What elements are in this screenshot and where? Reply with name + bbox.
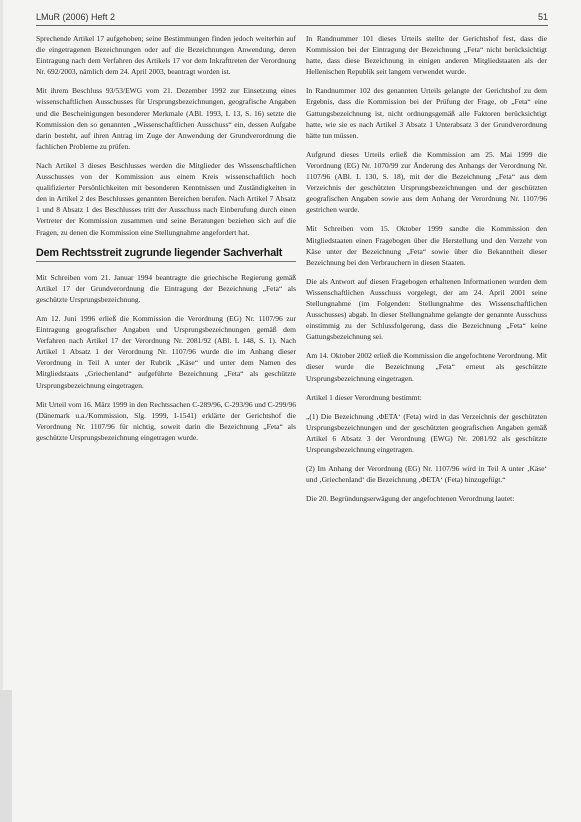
quoted-paragraph: „(1) Die Bezeichnung ‚ΦΕΤΑ‘ (Feta) wird in das Verzeichnis der geschützten Ursprungsbezeichnungen und der geschützten geografischen Angaben gemäß Artikel 6 Absatz 3 der Verordnung (EWG) Nr. 2081/92 als geschützte Ursprungsbezeichnung eingetragen. <box>306 411 547 454</box>
paragraph: Artikel 1 dieser Verordnung bestimmt: <box>306 392 422 402</box>
left-column <box>36 33 296 451</box>
paragraph: Aufgrund dieses Urteils erließ die Kommission am 25. Mai 1999 die Verordnung (EG) Nr. 1070/99 zur Änderung des Anhangs der Verordnung Nr. 1107/96 (ABl. L 130, S. 18), mit der die Bezeichnung „Feta“ aus dem Verzeichnis der geschützten Ursprungsbezeichnungen und der geschützten geografischen Angaben sowie aus dem Anhang der Verordnung Nr. 1107/96 gestrichen wurde. <box>306 149 547 215</box>
paragraph: In Randnummer 102 des genannten Urteils gelangte der Gerichtshof zu dem Ergebnis, dass die Kommission bei der Prüfung der Frage, ob „Feta“ eine Gattungsbezeichnung ist, nicht ordnungsgemäß alle Faktoren berücksichtigt hatte, wie sie es nach Artikel 3 Absatz 1 Unterabsatz 3 der Grundverordnung hätte tun müssen. <box>306 86 547 140</box>
journal-citation: LMuR (2006) Heft 2 <box>36 12 116 22</box>
page-number: 51 <box>537 12 548 22</box>
paragraph: In Randnummer 101 dieses Urteils stellte der Gerichtshof fest, dass die Kommission bei der Eintragung der Bezeichnung „Feta“ nicht berücksichtigt hatte, dass diese Bezeichnung in einigen anderen Mitgliedstaaten als der Hellenischen Republik seit langem verwendet wurde. <box>306 34 547 77</box>
header-rule <box>36 25 548 26</box>
paragraph: Die als Antwort auf diesen Fragebogen erhaltenen Informationen wurden dem Wissenschaftlichen Ausschuss vorgelegt, der am 24. April 2001 seine Stellungnahme (im Folgenden: Stellungnahme des Wissenschaftlichen Ausschusses) abgab. In dieser Stellungnahme gelangte der genannte Ausschuss einstimmig zu der Schlussfolgerung, dass die Bezeichnung „Feta“ keine Gattungsbezeichnung sei. <box>306 276 547 342</box>
paragraph: Mit Schreiben vom 21. Januar 1994 beantragte die griechische Regierung gemäß Artikel 17 der Grundverordnung die Eintragung der Bezeichnung „Feta“ als geschützte Ursprungsbezeichnung. <box>36 272 296 304</box>
paragraph: Die 20. Begründungserwägung der angefochtenen Verordnung lautet: <box>306 494 515 504</box>
right-column <box>306 33 547 512</box>
scan-edge <box>0 690 12 822</box>
running-header <box>36 12 548 22</box>
paragraph: Nach Artikel 3 dieses Beschlusses werden die Mitglieder des Wissenschaftlichen Ausschusses von der Kommission aus einem Kreis wissenschaftlich hoch qualifizierter Persönlichkeiten mit besonderen Kenntnissen und Zuständigkeiten in den in Artikel 2 des Beschlusses genannten Bereichen berufen. Nach Artikel 7 Absatz 1 und 8 Absatz 1 des Beschlusses tritt der Ausschuss nach Einberufung durch einen Vertreter der Kommission zusammen und seine Beratungen beziehen sich auf die Fragen, zu denen die Kommission eine Stellungnahme angefordert hat. <box>36 160 296 237</box>
paragraph: Am 12. Juni 1996 erließ die Kommission die Verordnung (EG) Nr. 1107/96 zur Eintragung geografischer Angaben und Ursprungsbezeichnungen gemäß dem Verfahren nach Artikel 17 der Verordnung Nr. 2081/92 (ABl. L 148, S. 1). Nach Artikel 1 Absatz 1 der Verordnung Nr. 1107/96 wurde die im Anhang dieser Verordnung in Teil A unter der Rubrik „Käse“ und unter dem Namen des Mitgliedstaats „Griechenland“ aufgeführte Bezeichnung „Feta“ als geschützte Ursprungsbezeichnung eingetragen. <box>36 313 296 390</box>
paragraph: Mit ihrem Beschluss 93/53/EWG vom 21. Dezember 1992 zur Einsetzung eines wissenschaftlichen Ausschusses für Ursprungsbezeichnungen, geografische Angaben und die Bescheinigungen besonderer Merkmale (ABl. 1993, L 13, S. 16) setzte die Kommission den so genannten „Wissenschaftlichen Ausschuss“ ein, dessen Aufgabe darin besteht, auf ihren Antrag im Zuge der Anwendung der Grundverordnung die fachlichen Probleme zu prüfen. <box>36 86 296 151</box>
paragraph: Am 14. Oktober 2002 erließ die Kommission die angefochtene Verordnung. Mit dieser wurde die Bezeichnung „Feta“ erneut als geschützte Ursprungsbezeichnung eingetragen. <box>306 351 547 383</box>
paragraph: Mit Urteil vom 16. März 1999 in den Rechtssachen C-289/96, C-293/96 und C-299/96 (Dänemark u.a./Kommission, Slg. 1999, I-1541) erklärte der Gerichtshof die Verordnung Nr. 1107/96 für nichtig, soweit darin die Bezeichnung „Feta“ als geschützte Ursprungsbezeichnung eingetragen wurde. <box>36 399 296 442</box>
paragraph: Sprechende Artikel 17 aufgehoben; seine Bestimmungen finden jedoch weiterhin auf die eingetragenen Bezeichnungen oder auf die Bezeichnungen Anwendung, deren Eintragung nach dem Verfahren des Artikels 17 vor dem Inkrafttreten der Verordnung Nr. 692/2003, nämlich dem 24. April 2003, beantragt worden ist. <box>36 34 296 77</box>
section-heading: Dem Rechtsstreit zugrunde liegender Sachverhalt <box>36 248 296 262</box>
quoted-paragraph: (2) Im Anhang der Verordnung (EG) Nr. 1107/96 wird in Teil A unter ‚Käse‘ und ‚Griechenland‘ die Bezeichnung ‚ΦΕΤΑ‘ (Feta) hinzugefügt.“ <box>306 464 547 485</box>
paragraph: Mit Schreiben vom 15. Oktober 1999 sandte die Kommission den Mitgliedstaaten einen Fragebogen über die Herstellung und den Verzehr von Käse unter der Bezeichnung „Feta“ sowie über die Bekanntheit dieser Bezeichnung bei den Verbrauchern in diesen Staaten. <box>306 224 547 267</box>
